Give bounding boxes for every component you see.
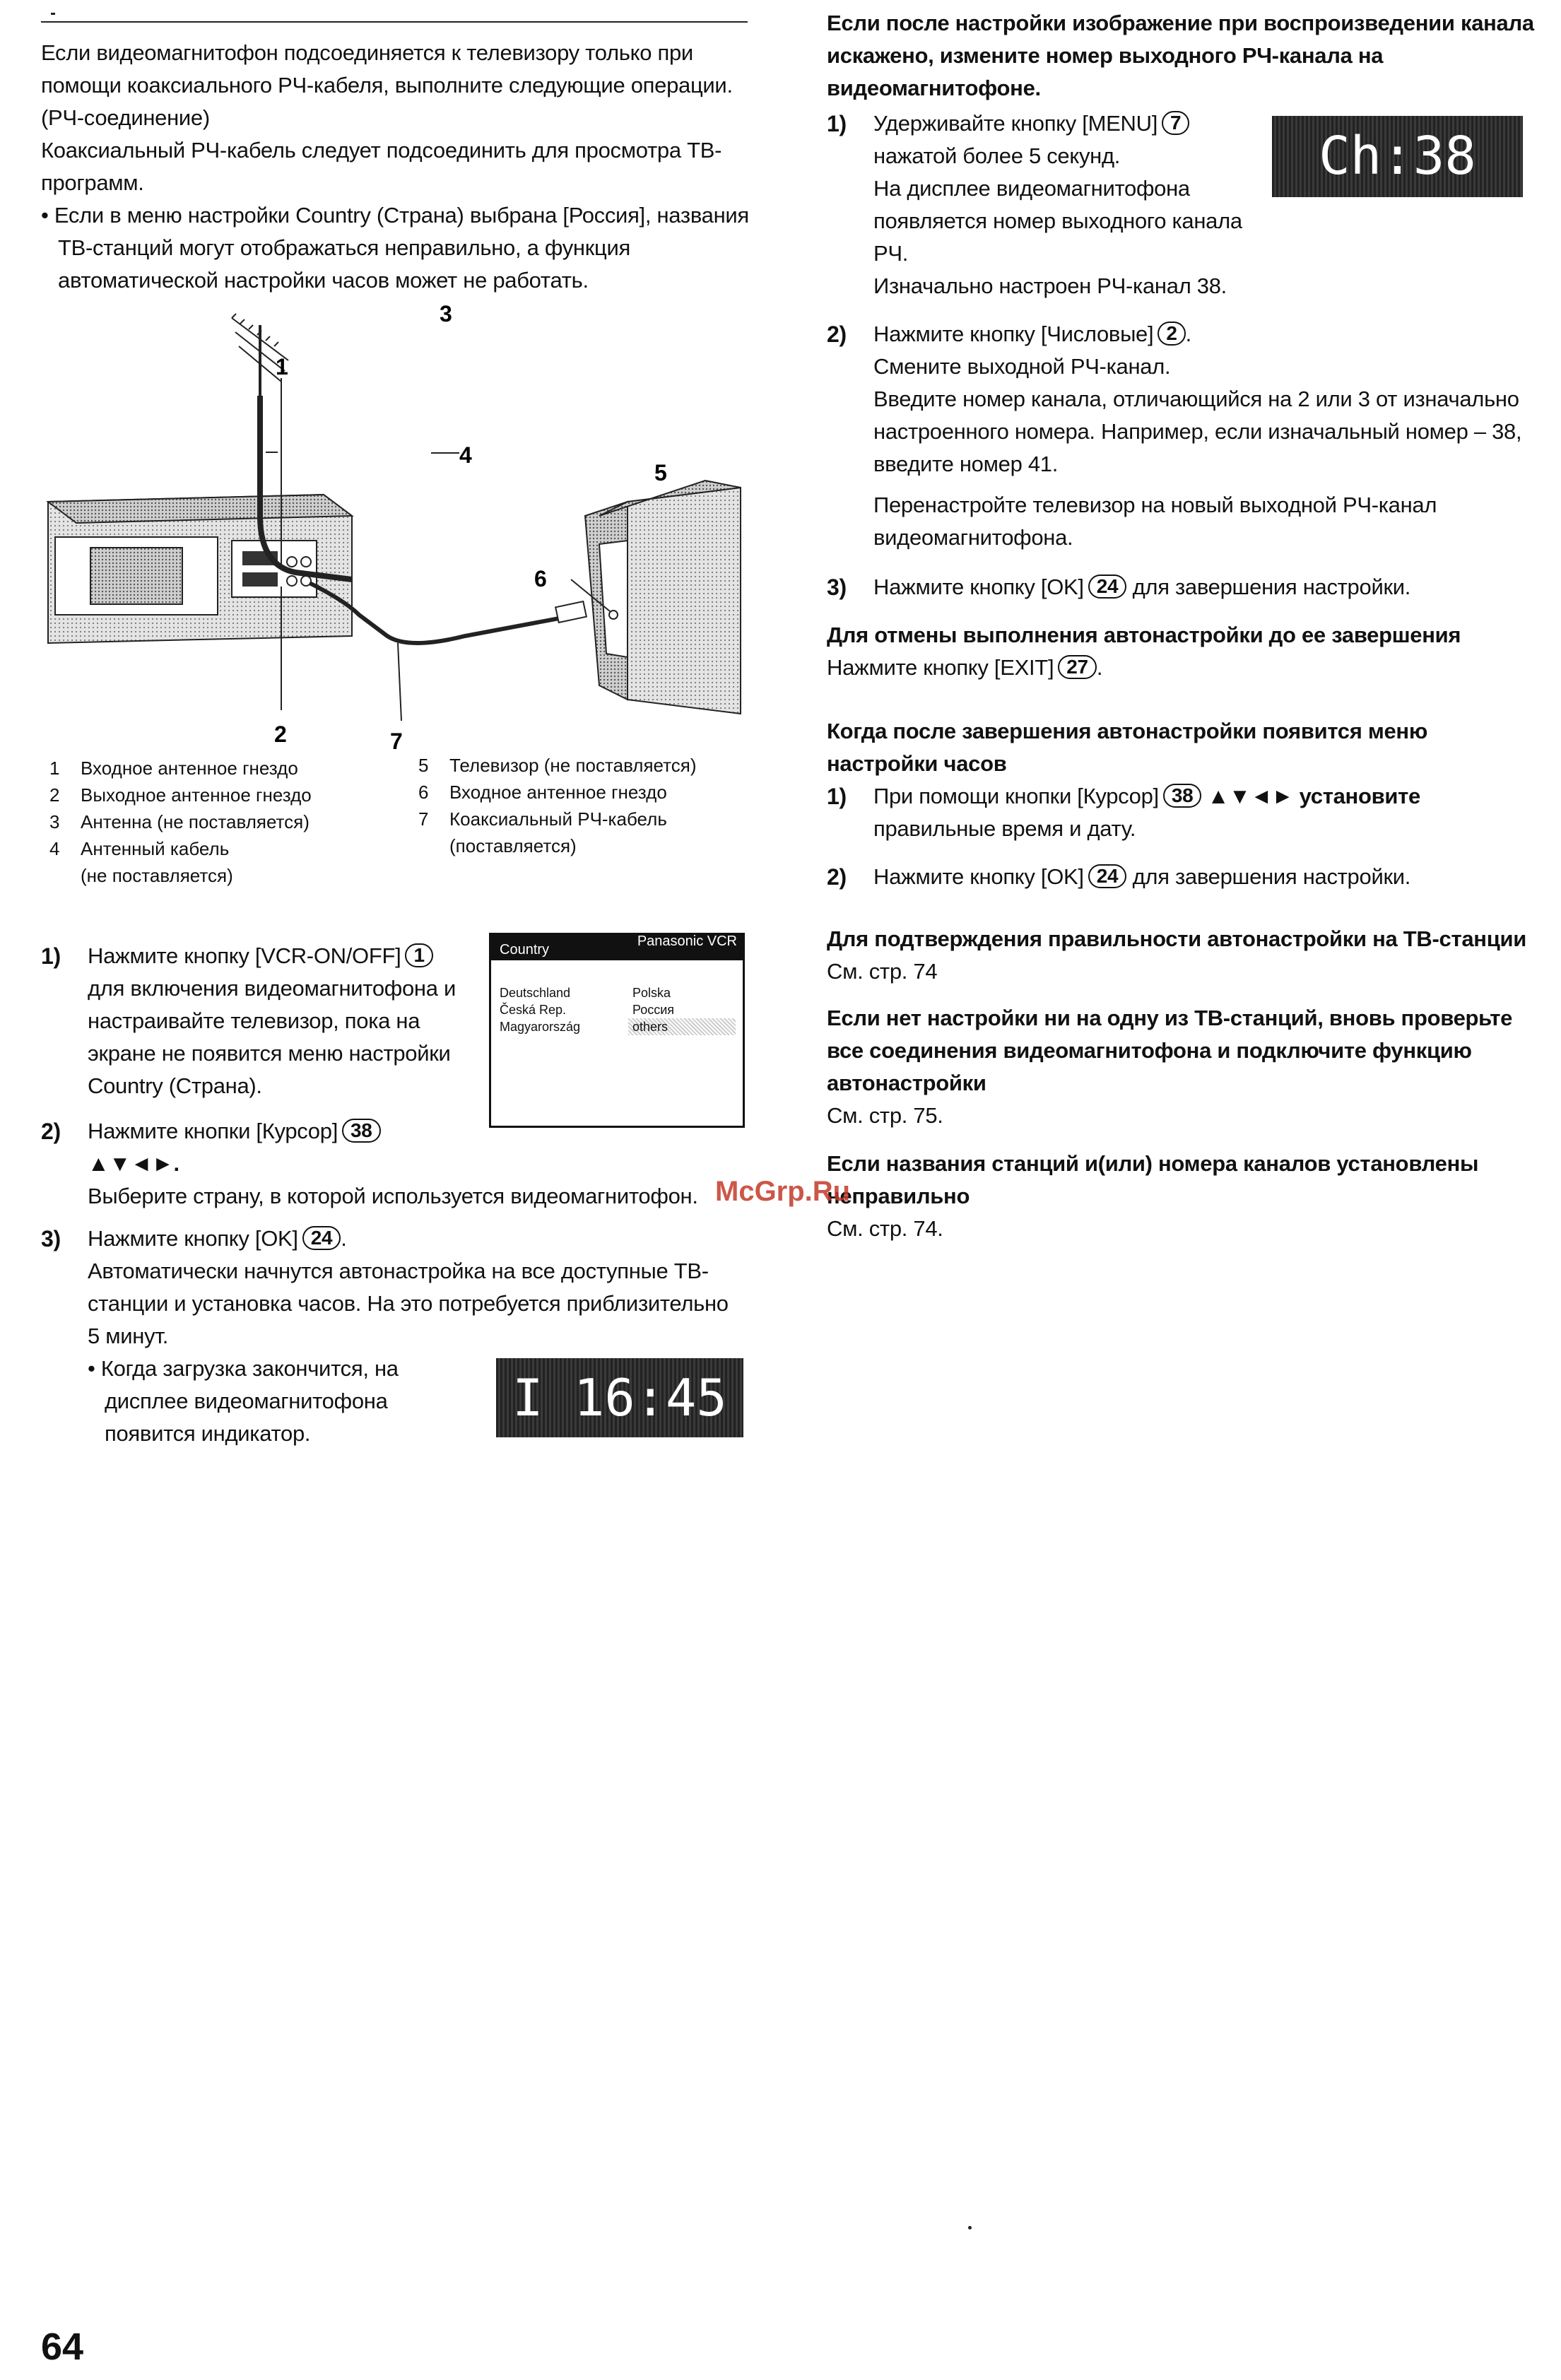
step-number: 1) xyxy=(827,111,847,136)
section-heading: Для отмены выполнения автонастройки до ее завершения xyxy=(827,623,1461,647)
clock-step-2 xyxy=(827,861,1555,896)
clock-heading xyxy=(827,715,1555,780)
intro-line: ТВ-станций могут отображаться неправильно, а функция xyxy=(58,235,630,260)
menu-column-1 xyxy=(500,984,580,1035)
step-number: 2) xyxy=(827,864,847,890)
top-rule xyxy=(41,21,748,23)
button-badge: 24 xyxy=(1088,575,1127,599)
step-line: правильные время и дату. xyxy=(873,816,1136,841)
menu-title: Country xyxy=(500,942,550,958)
step-number: 1) xyxy=(41,943,61,969)
heading-line: искажено, измените номер выходного РЧ-канала на xyxy=(827,43,1384,68)
menu-header xyxy=(491,935,743,960)
page-number: 64 xyxy=(41,2326,84,2368)
intro-line: автоматической настройки часов может не работать. xyxy=(58,268,589,293)
step-line: Нажмите кнопку [OK] xyxy=(873,864,1084,889)
left-step-3: 3) Нажмите кнопку [OK] 24 . Автоматически начнутся автонастройка на все доступные ТВ- станции и установка часов. На это потребуется приблизительно 5 минут. • Когда загрузка закончится, на дисплее видеомагнитофона появится индикатор. xyxy=(41,1223,748,1456)
left-step-2 xyxy=(41,1115,748,1221)
step-line: Смените выходной РЧ-канал. xyxy=(873,354,1171,379)
step-line: Нажмите кнопку [OK] xyxy=(88,1226,298,1251)
cursor-arrows: ▲▼◄► установите xyxy=(1207,784,1420,808)
heading-line: видеомагнитофоне. xyxy=(827,76,1041,100)
legend-item: 2 Выходное антенное гнездо xyxy=(49,784,312,806)
button-badge: 7 xyxy=(1162,111,1189,135)
menu-brand: Panasonic VCR xyxy=(637,933,737,949)
step-line: Выберите страну, в которой используется видеомагнитофон. xyxy=(88,1184,698,1208)
step-line: для завершения настройки. xyxy=(1132,575,1411,599)
step-line: экране не появится меню настройки xyxy=(88,1041,451,1066)
legend-item: (поставляется) xyxy=(449,835,577,856)
step-line: РЧ. xyxy=(873,241,909,266)
left-step-1 xyxy=(41,940,493,1109)
watermark-text: McGrp.Ru xyxy=(715,1176,851,1207)
legend-item: 3 Антенна (не поставляется) xyxy=(49,811,310,832)
button-badge: 2 xyxy=(1158,322,1185,346)
heading-line: Когда после завершения автонастройки появится меню xyxy=(827,719,1428,743)
step-line: видеомагнитофона. xyxy=(873,525,1073,550)
legend-item: 4 Антенный кабель xyxy=(49,838,230,859)
step-line: Перенастройте телевизор на новый выходной РЧ-канал xyxy=(873,493,1437,517)
callout-4: 4 xyxy=(459,442,472,468)
connection-diagram xyxy=(41,304,748,756)
step-line: Нажмите кнопку [Числовые] xyxy=(873,322,1154,346)
step-line: дисплее видеомагнитофона xyxy=(105,1389,388,1413)
section-text: См. стр. 74 xyxy=(827,959,938,984)
step-line: Country (Страна). xyxy=(88,1073,262,1098)
intro-bullet: • Если в меню настройки Country (Страна) выбрана [Россия], названия xyxy=(41,203,749,228)
intro-line: Коаксиальный РЧ-кабель следует подсоединить для просмотра ТВ- xyxy=(41,138,722,163)
callout-7: 7 xyxy=(390,729,403,754)
step-line: для включения видеомагнитофона и xyxy=(88,976,456,1001)
callout-1: 1 xyxy=(276,354,288,379)
section-heading: Для подтверждения правильности автонастройки на ТВ-станции xyxy=(827,926,1526,951)
section-text: См. стр. 74. xyxy=(827,1216,943,1241)
step-line: настроенного номера. Например, если изначальный номер – 38, xyxy=(873,419,1522,444)
step-line: Изначально настроен РЧ-канал 38. xyxy=(873,273,1227,298)
step-line: 5 минут. xyxy=(88,1324,169,1348)
step-number: 1) xyxy=(827,784,847,809)
page-dot xyxy=(968,2226,972,2229)
section-text: См. стр. 75. xyxy=(827,1103,943,1128)
step-number: 3) xyxy=(41,1226,61,1251)
step-line: Нажмите кнопку [VCR-ON/OFF] xyxy=(88,943,401,968)
step-line: Введите номер канала, отличающийся на 2 или 3 от изначально xyxy=(873,387,1519,411)
heading-line: Если названия станций и(или) номера каналов установлены xyxy=(827,1151,1479,1176)
intro-line: Если видеомагнитофон подсоединяется к телевизору только при xyxy=(41,40,693,65)
button-badge: 1 xyxy=(405,943,432,967)
button-badge: 38 xyxy=(342,1119,381,1143)
country-menu-screen xyxy=(489,933,745,1128)
heading-line: настройки часов xyxy=(827,751,1007,776)
intro-line: программ. xyxy=(41,170,144,195)
step-line: настраивайте телевизор, пока на xyxy=(88,1008,420,1033)
cursor-arrows: ▲▼◄►. xyxy=(88,1151,179,1176)
callout-2: 2 xyxy=(274,721,287,747)
no-stations-section xyxy=(827,1002,1555,1132)
step-line: На дисплее видеомагнитофона xyxy=(873,176,1190,201)
step-line: Удерживайте кнопку [MENU] xyxy=(873,111,1158,136)
step-line: Нажмите кнопки [Курсор] xyxy=(88,1119,338,1143)
step-bullet: • Когда загрузка закончится, на xyxy=(88,1356,399,1381)
intro-line: (РЧ-соединение) xyxy=(41,105,210,130)
section-text: Нажмите кнопку [EXIT] xyxy=(827,655,1054,680)
menu-item-selected: others xyxy=(628,1018,736,1035)
step-line: появится индикатор. xyxy=(105,1421,311,1446)
step-line: нажатой более 5 секунд. xyxy=(873,143,1121,168)
step-line: появляется номер выходного канала xyxy=(873,208,1242,233)
legend-item: 1 Входное антенное гнездо xyxy=(49,758,298,779)
step-number: 2) xyxy=(41,1119,61,1144)
lcd-clock-display: I 16:45 xyxy=(496,1358,743,1437)
menu-item: Polska xyxy=(632,986,671,1000)
tv-illustration xyxy=(585,481,741,714)
vcr-illustration xyxy=(48,495,352,643)
legend-right xyxy=(418,752,758,859)
legend-item: 5 Телевизор (не поставляется) xyxy=(418,755,697,776)
confirm-section xyxy=(827,923,1555,988)
heading-line: неправильно xyxy=(827,1184,970,1208)
step-line: Автоматически начнутся автонастройка на все доступные ТВ- xyxy=(88,1259,709,1283)
callout-3: 3 xyxy=(440,304,452,326)
heading-line: все соединения видеомагнитофона и подключите функцию xyxy=(827,1038,1472,1063)
right-step-1 xyxy=(827,107,1265,312)
intro-text xyxy=(41,37,755,297)
callout-5: 5 xyxy=(654,460,667,485)
menu-item: Česká Rep. xyxy=(500,1003,567,1017)
leader-line xyxy=(431,452,459,454)
step-line: для завершения настройки. xyxy=(1132,864,1411,889)
legend-item: 7 Коаксиальный РЧ-кабель xyxy=(418,808,667,830)
clock-step-1 xyxy=(827,780,1555,851)
menu-item: Deutschland xyxy=(500,986,571,1000)
step-number: 2) xyxy=(827,322,847,347)
step-line: Нажмите кнопку [OK] xyxy=(873,575,1084,599)
heading-line: Если нет настройки ни на одну из ТВ-станций, вновь проверьте xyxy=(827,1006,1513,1030)
intro-line: помощи коаксиального РЧ-кабеля, выполните следующие операции. xyxy=(41,73,733,98)
button-badge: 38 xyxy=(1163,784,1202,808)
right-heading-1 xyxy=(827,7,1548,105)
step-line: введите номер 41. xyxy=(873,452,1059,476)
legend-item: 6 Входное антенное гнездо xyxy=(418,782,667,803)
step-number: 3) xyxy=(827,575,847,600)
button-badge: 27 xyxy=(1058,655,1097,679)
right-step-2: 2) Нажмите кнопку [Числовые] 2 . Смените выходной РЧ-канал. Введите номер канала, отличающийся на 2 или 3 от изначально настроенного номера. Например, если изначальный номер – 38, введите номер 41. Перенастройте телевизор на новый выходной РЧ-канал видеомагнитофона. xyxy=(827,318,1555,558)
callout-6: 6 xyxy=(534,566,547,591)
button-badge: 24 xyxy=(302,1226,341,1250)
legend-left xyxy=(49,755,403,889)
step-line: При помощи кнопки [Курсор] xyxy=(873,784,1159,808)
menu-item: Magyarország xyxy=(500,1020,581,1034)
wrong-names-section xyxy=(827,1148,1555,1245)
legend-item: (не поставляется) xyxy=(81,865,233,886)
heading-line: автонастройки xyxy=(827,1071,986,1095)
step-line: станции и установка часов. На это потребуется приблизительно xyxy=(88,1291,729,1316)
cancel-section: Для отмены выполнения автонастройки до ее завершения Нажмите кнопку [EXIT] 27 . xyxy=(827,619,1555,684)
lcd-channel-display: Ch:38 xyxy=(1272,116,1523,197)
menu-column-2 xyxy=(632,984,736,1035)
button-badge: 24 xyxy=(1088,864,1127,888)
menu-item: Россия xyxy=(632,1003,675,1017)
top-dot xyxy=(51,13,55,15)
right-step-3 xyxy=(827,571,1555,606)
heading-line: Если после настройки изображение при воспроизведении канала xyxy=(827,11,1534,35)
